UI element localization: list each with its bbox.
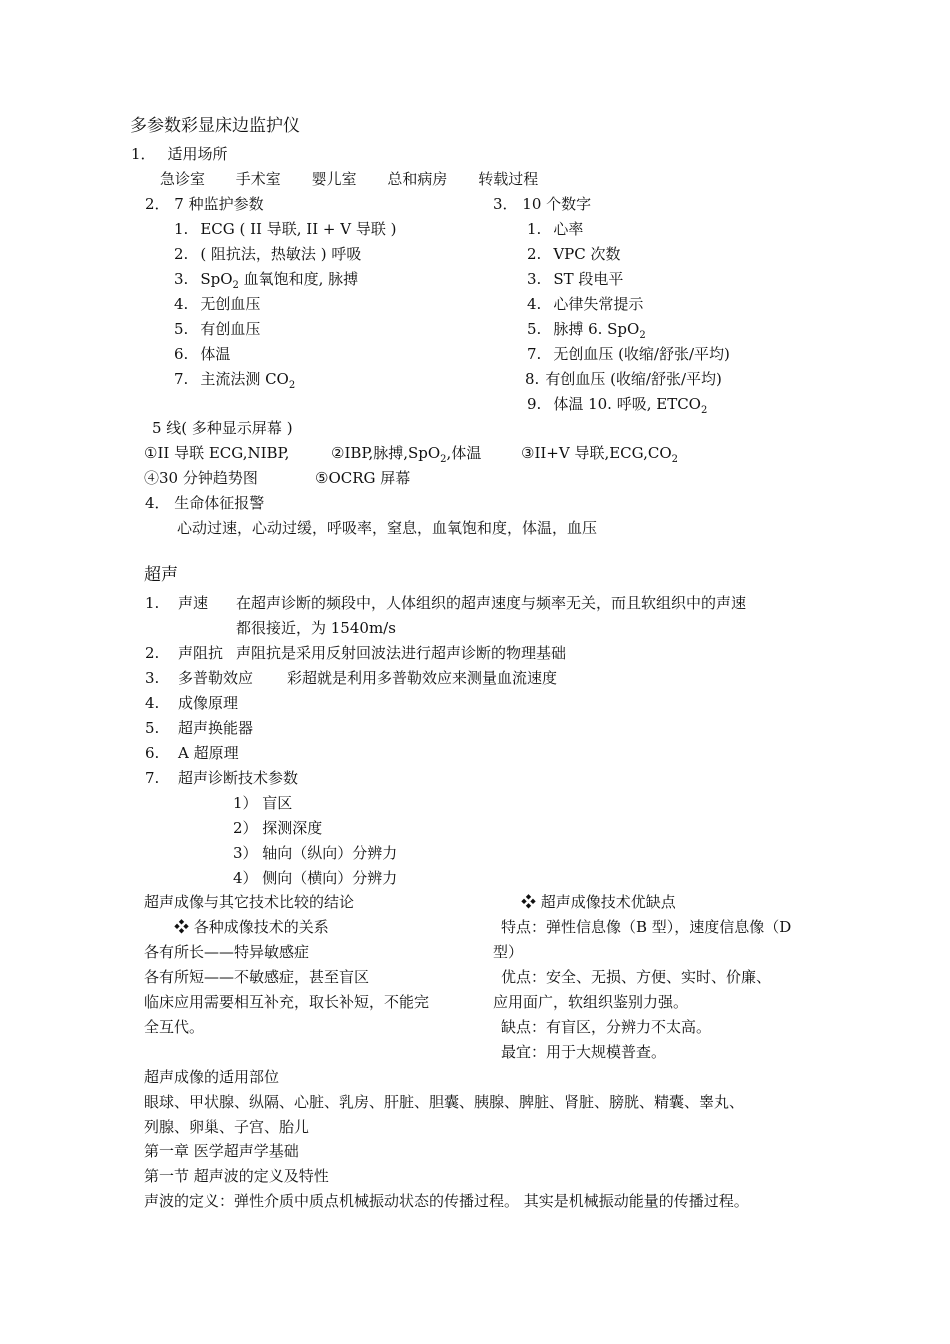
us-num: 6. [145, 744, 160, 762]
us-label: 超声换能器 [178, 719, 254, 737]
digit-item: 1. 心率 [527, 220, 584, 238]
definition-text: 声波的定义：弹性介质中质点机械振动状态的传播过程。 其实是机械振动能量的传播过程。 [144, 1192, 749, 1210]
place-item: 转载过程 [478, 170, 539, 188]
digits-heading: 3． 10 个数字 [493, 195, 592, 213]
digit-item: 3. ST 段电平 [527, 270, 624, 288]
compare-heading: 超声成像与其它技术比较的结论 [144, 893, 355, 911]
us-label: 声速 [178, 594, 209, 612]
screen-item: ①II 导联 ECG,NIBP, [144, 444, 290, 462]
us-num: 3. [145, 669, 160, 687]
param-item: 7. 主流法测 $CO_2$ [174, 370, 296, 391]
us-num: 4. [145, 694, 160, 712]
alarm-text: 心动过速，心动过缓，呼吸率，窒息，血氧饱和度，体温，血压 [177, 519, 598, 537]
us-label: 声阻抗 [178, 644, 224, 662]
alarm-heading: 4． 生命体征报警 [145, 494, 265, 512]
right-line: 应用面广，软组织鉴别力强。 [493, 993, 689, 1011]
chapter-heading: 第一章 医学超声学基础 [144, 1142, 299, 1160]
us-text: 彩超就是利用多普勒效应来测量血流速度 [287, 669, 558, 687]
right-line: 优点：安全、无损、方便、实时、价廉、 [501, 968, 772, 986]
places-row [160, 169, 538, 189]
us-num: 2. [145, 644, 160, 662]
us-label: 超声诊断技术参数 [178, 769, 299, 787]
left-line: 各有所长——特异敏感症 [144, 943, 310, 961]
left-line: 全互代。 [144, 1018, 205, 1036]
us-label: 成像原理 [178, 694, 239, 712]
left-bullet: ❖ 各种成像技术的关系 [174, 918, 329, 936]
us-label: A 超原理 [178, 744, 239, 762]
screen-item: ⑤OCRG 屏幕 [315, 469, 411, 487]
us-text-cont: 都很接近，为 1540m/s [236, 619, 396, 637]
digit-item: 5. 脉搏 6. SpO$_2$ [527, 320, 646, 341]
param-item: 2. ( 阻抗法，热敏法 ) 呼吸 [174, 245, 362, 263]
us-param: 3） 轴向（纵向）分辨力 [233, 844, 398, 862]
screen-item: ③II+V 导联$,ECG,CO_2$ [521, 444, 679, 465]
right-line: 特点：弹性信息像（B 型），速度信息像（D [501, 918, 792, 936]
section-heading: 第一节 超声波的定义及特性 [144, 1167, 329, 1185]
sites-line: 列腺、卵巢、子宫、胎儿 [144, 1118, 310, 1136]
us-param: 4） 侧向（横向）分辨力 [233, 869, 398, 887]
us-param: 1） 盲区 [233, 794, 293, 812]
place-item: 手术室 [235, 170, 281, 188]
digit-item: 2. VPC 次数 [527, 245, 621, 263]
sites-heading: 超声成像的适用部位 [144, 1068, 280, 1086]
us-label: 多普勒效应 [178, 669, 254, 687]
page-title: 多参数彩显床边监护仪 [130, 116, 300, 136]
param-item: 1. ECG ( II 导联, II + V 导联 ) [174, 220, 397, 238]
digit-item: 7. 无创血压 (收缩/舒张/平均) [527, 345, 730, 363]
sites-line: 眼球、甲状腺、纵隔、心脏、乳房、肝脏、胆囊、胰腺、脾脏、肾脏、膀胱、精囊、睾丸、 [144, 1093, 745, 1111]
section-1-num: 1． [131, 145, 156, 163]
param-item: 6. 体温 [174, 345, 231, 363]
right-line: 缺点：有盲区，分辨力不太高。 [501, 1018, 712, 1036]
right-bullet: ❖ 超声成像技术优缺点 [521, 893, 676, 911]
right-line: 最宜：用于大规模普查。 [501, 1043, 667, 1061]
us-num: 7. [145, 769, 160, 787]
digit-item: 4. 心律失常提示 [527, 295, 644, 313]
place-item: 急诊室 [160, 170, 206, 188]
digit-item: 8. 有创血压 (收缩/舒张/平均) [525, 370, 722, 388]
section-1-heading [131, 144, 228, 164]
place-item: 婴儿室 [311, 170, 357, 188]
param-item: 4. 无创血压 [174, 295, 261, 313]
ultrasound-title: 超声 [144, 565, 178, 585]
param-item: 5. 有创血压 [174, 320, 261, 338]
params-heading: 2． 7 种监护参数 [145, 195, 264, 213]
left-line: 临床应用需要相互补充，取长补短，不能完 [144, 993, 430, 1011]
us-num: 1. [145, 594, 160, 612]
left-line: 各有所短——不敏感症，甚至盲区 [144, 968, 370, 986]
screen-item: ②IBP,脉搏,SpO$_2$,体温 [331, 444, 482, 465]
section-1-text: 适用场所 [167, 145, 228, 163]
us-num: 5. [145, 719, 160, 737]
digit-item: 9. 体温 10. 呼吸, $ETCO_2$ [527, 395, 708, 416]
screen-item: ④30 分钟趋势图 [144, 469, 258, 487]
place-item: 总和病房 [387, 170, 448, 188]
param-item: 3. SpO$_2$ 血氧饱和度, 脉搏 [174, 270, 359, 291]
right-line: 型） [493, 943, 524, 961]
us-text: 在超声诊断的频段中，人体组织的超声速度与频率无关，而且软组织中的声速 [236, 594, 747, 612]
screens-heading: 5 线( 多种显示屏幕 ) [152, 419, 293, 437]
us-param: 2） 探测深度 [233, 819, 323, 837]
us-text: 声阻抗是采用反射回波法进行超声诊断的物理基础 [236, 644, 567, 662]
